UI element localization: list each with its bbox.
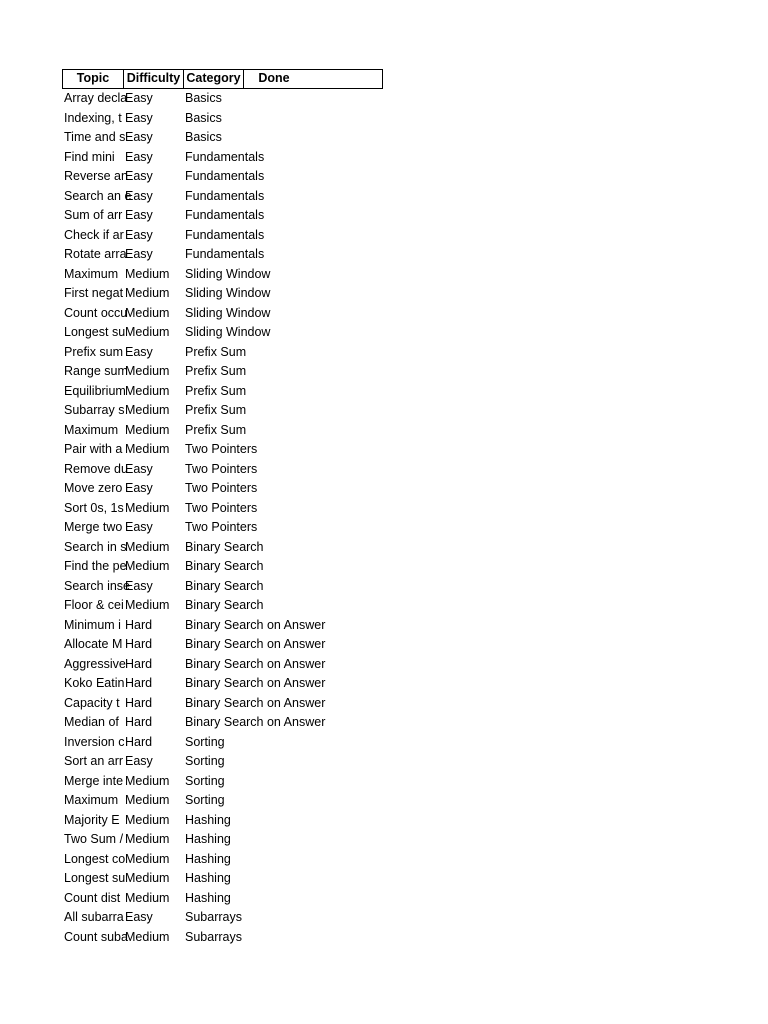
table-row (62, 460, 383, 480)
table-row (62, 694, 383, 714)
cell-category[interactable]: Basics (185, 110, 222, 125)
cell-category[interactable]: Fundamentals (185, 208, 265, 222)
cell-topic[interactable]: Pair with a (64, 442, 123, 456)
table-row (62, 167, 383, 187)
table-row (62, 869, 383, 889)
cell-topic[interactable]: Prefix sum (64, 344, 124, 359)
cell-topic[interactable]: Aggressive (64, 656, 126, 671)
header-topic[interactable]: Topic (63, 70, 124, 88)
cell-topic[interactable]: Time and s (64, 130, 126, 144)
cell-topic[interactable]: Maximum (64, 793, 119, 807)
cell-category[interactable]: Binary Search (185, 559, 264, 573)
cell-category[interactable]: Basics (185, 130, 222, 144)
cell-difficulty[interactable]: Easy (125, 461, 153, 476)
cell-difficulty[interactable]: Medium (125, 383, 170, 398)
cell-topic[interactable]: Capacity t (64, 695, 120, 710)
cell-category[interactable]: Fundamentals (185, 149, 265, 164)
cell-difficulty[interactable]: Hard (125, 695, 153, 710)
cell-difficulty[interactable]: Medium (125, 500, 170, 515)
table-row (62, 596, 383, 616)
cell-topic[interactable]: Search an e (64, 188, 132, 203)
cell-difficulty[interactable]: Medium (125, 559, 170, 573)
cell-difficulty[interactable]: Easy (125, 149, 153, 164)
cell-category[interactable]: Two Pointers (185, 442, 258, 456)
cell-difficulty[interactable]: Medium (125, 286, 170, 300)
cell-category[interactable]: Fundamentals (185, 188, 265, 203)
table-row (62, 908, 383, 928)
table-row (62, 304, 383, 324)
cell-topic[interactable]: Count dist (64, 890, 121, 905)
cell-topic[interactable]: Longest su (64, 871, 126, 885)
table-row (62, 557, 383, 577)
cell-topic[interactable]: Rotate arra (64, 247, 127, 261)
cell-category[interactable]: Hashing (185, 832, 231, 846)
cell-topic[interactable]: Minimum i (64, 617, 121, 632)
cell-topic[interactable]: Merge inte (64, 773, 124, 788)
cell-topic[interactable]: Equilibrium (64, 383, 126, 398)
cell-category[interactable]: Two Pointers (185, 481, 258, 495)
table-row (62, 343, 383, 363)
cell-difficulty[interactable]: Medium (125, 305, 170, 320)
cell-difficulty[interactable]: Medium (125, 793, 170, 807)
cell-topic[interactable]: Find the pe (64, 559, 127, 573)
cell-difficulty[interactable]: Hard (125, 656, 153, 671)
cell-difficulty[interactable]: Easy (125, 481, 153, 495)
cell-topic[interactable]: Longest su (64, 325, 126, 339)
cell-topic[interactable]: Array decla (64, 91, 128, 105)
cell-topic[interactable]: Median of (64, 715, 119, 729)
table-row (62, 401, 383, 421)
table-row (62, 928, 383, 948)
cell-difficulty[interactable]: Medium (125, 598, 170, 612)
cell-topic[interactable]: Inversion c (64, 734, 125, 749)
table-row (62, 187, 383, 207)
cell-difficulty[interactable]: Easy (125, 247, 153, 261)
cell-category[interactable]: Two Pointers (185, 500, 258, 515)
cell-difficulty[interactable]: Medium (125, 364, 170, 378)
cell-difficulty[interactable]: Medium (125, 851, 170, 866)
cell-category[interactable]: Subarrays (185, 929, 242, 944)
cell-difficulty[interactable]: Easy (125, 754, 153, 768)
cell-topic[interactable]: Count occu (64, 305, 128, 320)
cell-category[interactable]: Prefix Sum (185, 364, 247, 378)
cell-topic[interactable]: Two Sum / (64, 832, 124, 846)
cell-category[interactable]: Sorting (185, 754, 225, 768)
cell-topic[interactable]: Move zero (64, 481, 123, 495)
cell-topic[interactable]: Remove du (64, 461, 128, 476)
table-row (62, 382, 383, 402)
cell-category[interactable]: Sorting (185, 734, 225, 749)
cell-difficulty[interactable]: Easy (125, 344, 153, 359)
cell-difficulty[interactable]: Easy (125, 169, 153, 183)
cell-category[interactable]: Binary Search on Answer (185, 676, 326, 690)
cell-category[interactable]: Prefix Sum (185, 403, 247, 417)
cell-topic[interactable]: Longest co (64, 851, 126, 866)
cell-topic[interactable]: Subarray s (64, 403, 125, 417)
table-row (62, 206, 383, 226)
table-row (62, 109, 383, 129)
cell-topic[interactable]: Merge two (64, 520, 123, 534)
table-row (62, 577, 383, 597)
table-row (62, 674, 383, 694)
cell-category[interactable]: Fundamentals (185, 247, 265, 261)
cell-category[interactable]: Subarrays (185, 910, 242, 924)
cell-category[interactable]: Sliding Window (185, 325, 271, 339)
table-row (62, 284, 383, 304)
cell-category[interactable]: Basics (185, 91, 222, 105)
table-row (62, 850, 383, 870)
table-row (62, 889, 383, 909)
table-row (62, 811, 383, 831)
cell-topic[interactable]: Koko Eatin (64, 676, 125, 690)
cell-difficulty[interactable]: Easy (125, 910, 153, 924)
cell-category[interactable]: Sliding Window (185, 286, 271, 300)
cell-difficulty[interactable]: Medium (125, 266, 170, 281)
cell-difficulty[interactable]: Easy (125, 130, 153, 144)
cell-topic[interactable]: Sort 0s, 1s (64, 500, 124, 515)
header-done[interactable]: Done (258, 71, 290, 85)
cell-topic[interactable]: Check if ar (64, 227, 124, 242)
table-row (62, 655, 383, 675)
cell-difficulty[interactable]: Easy (125, 208, 153, 222)
cell-difficulty[interactable]: Easy (125, 188, 153, 203)
cell-category[interactable]: Binary Search on Answer (185, 637, 326, 651)
cell-difficulty[interactable]: Easy (125, 520, 153, 534)
table-row (62, 772, 383, 792)
cell-category[interactable]: Binary Search on Answer (185, 695, 326, 710)
spreadsheet-table (62, 69, 383, 947)
cell-category[interactable]: Fundamentals (185, 227, 265, 242)
cell-category[interactable]: Sorting (185, 793, 225, 807)
table-row (62, 830, 383, 850)
table-row (62, 499, 383, 519)
cell-category[interactable]: Hashing (185, 851, 231, 866)
cell-difficulty[interactable]: Hard (125, 676, 153, 690)
cell-difficulty[interactable]: Medium (125, 812, 170, 827)
cell-difficulty[interactable]: Medium (125, 890, 170, 905)
cell-topic[interactable]: Sum of arr (64, 208, 123, 222)
cell-difficulty[interactable]: Easy (125, 227, 153, 242)
cell-difficulty[interactable]: Hard (125, 617, 153, 632)
cell-category[interactable]: Sliding Window (185, 266, 271, 281)
cell-category[interactable]: Binary Search on Answer (185, 617, 326, 632)
cell-difficulty[interactable]: Medium (125, 929, 170, 944)
table-header-row (62, 69, 383, 89)
cell-difficulty[interactable]: Medium (125, 403, 170, 417)
cell-category[interactable]: Fundamentals (185, 169, 265, 183)
table-row (62, 362, 383, 382)
table-row (62, 791, 383, 811)
table-row (62, 323, 383, 343)
table-row (62, 245, 383, 265)
cell-topic[interactable]: Allocate M (64, 637, 123, 651)
cell-category[interactable]: Sorting (185, 773, 225, 788)
cell-topic[interactable]: Floor & cei (64, 598, 124, 612)
cell-category[interactable]: Binary Search on Answer (185, 656, 326, 671)
cell-difficulty[interactable]: Easy (125, 110, 153, 125)
cell-topic[interactable]: Find mini (64, 149, 115, 164)
cell-difficulty[interactable]: Hard (125, 715, 153, 729)
cell-category[interactable]: Binary Search (185, 578, 264, 593)
cell-difficulty[interactable]: Medium (125, 325, 170, 339)
table-row (62, 128, 383, 148)
cell-topic[interactable]: First negat (64, 286, 124, 300)
cell-difficulty[interactable]: Medium (125, 422, 170, 437)
table-row (62, 479, 383, 499)
cell-difficulty[interactable]: Medium (125, 832, 170, 846)
cell-topic[interactable]: Sort an arr (64, 754, 124, 768)
header-difficulty[interactable]: Difficulty (124, 70, 184, 88)
table-row (62, 752, 383, 772)
table-row (62, 265, 383, 285)
table-row (62, 616, 383, 636)
cell-category[interactable]: Hashing (185, 812, 231, 827)
cell-category[interactable]: Sliding Window (185, 305, 271, 320)
cell-category[interactable]: Two Pointers (185, 461, 258, 476)
cell-difficulty[interactable]: Hard (125, 734, 153, 749)
cell-topic[interactable]: Search inse (64, 578, 131, 593)
table-row (62, 440, 383, 460)
table-row (62, 713, 383, 733)
cell-difficulty[interactable]: Medium (125, 773, 170, 788)
cell-category[interactable]: Prefix Sum (185, 383, 247, 398)
cell-category[interactable]: Two Pointers (185, 520, 258, 534)
cell-difficulty[interactable]: Easy (125, 91, 153, 105)
cell-topic[interactable]: Maximum (64, 266, 119, 281)
cell-difficulty[interactable]: Hard (125, 637, 153, 651)
cell-topic[interactable]: Range sum (64, 364, 128, 378)
cell-topic[interactable]: Search in s (64, 539, 127, 554)
table-row (62, 518, 383, 538)
header-category[interactable]: Category (184, 70, 244, 88)
cell-difficulty[interactable]: Easy (125, 578, 153, 593)
cell-topic[interactable]: All subarra (64, 910, 124, 924)
cell-topic[interactable]: Count suba (64, 929, 128, 944)
cell-topic[interactable]: Indexing, t (64, 110, 122, 125)
cell-category[interactable]: Hashing (185, 890, 231, 905)
cell-difficulty[interactable]: Medium (125, 442, 170, 456)
table-row (62, 421, 383, 441)
cell-topic[interactable]: Reverse an (64, 169, 128, 183)
cell-category[interactable]: Binary Search (185, 539, 264, 554)
cell-category[interactable]: Binary Search on Answer (185, 715, 326, 729)
table-row (62, 148, 383, 168)
cell-difficulty[interactable]: Medium (125, 539, 170, 554)
table-row (62, 226, 383, 246)
table-row (62, 635, 383, 655)
table-body (62, 89, 383, 947)
cell-category[interactable]: Prefix Sum (185, 422, 247, 437)
cell-topic[interactable]: Maximum (64, 422, 119, 437)
cell-topic[interactable]: Majority E (64, 812, 120, 827)
cell-difficulty[interactable]: Medium (125, 871, 170, 885)
table-row (62, 538, 383, 558)
cell-category[interactable]: Prefix Sum (185, 344, 247, 359)
cell-category[interactable]: Hashing (185, 871, 231, 885)
table-row (62, 89, 383, 109)
table-row (62, 733, 383, 753)
cell-category[interactable]: Binary Search (185, 598, 264, 612)
